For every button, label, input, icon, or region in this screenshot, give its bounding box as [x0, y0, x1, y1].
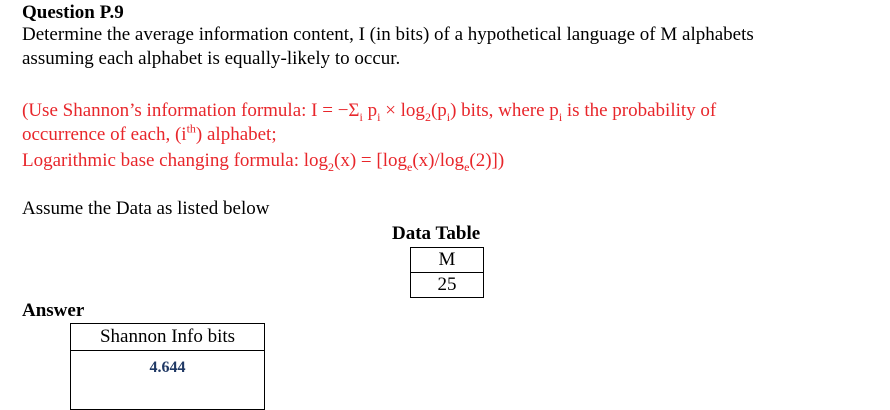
answer-label: Answer [22, 300, 85, 321]
hint-formula-line-2: occurrence of each, $(i^{th})$ alphabet; [22, 121, 277, 145]
answer-value-cell[interactable]: 4.644 [71, 351, 265, 410]
question-text-line-1: Determine the average information content, I (in bits) of a hypothetical language of M alphabets [22, 24, 754, 45]
hint-formula-line-3: Logarithmic base changing formula: $\log_2(x) = [\log_e(x)/\log_e(2)]$) [22, 150, 505, 174]
question-title: Question P.9 [22, 2, 124, 23]
question-text-line-2: assuming each alphabet is equally-likely to occur. [22, 48, 401, 69]
data-table-value-m: 25 [411, 273, 484, 298]
assume-data-text: Assume the Data as listed below [22, 198, 270, 219]
data-table [410, 247, 484, 298]
hint-formula-line-1: (Use Shannon’s information formula: $I = -\Sigma_i$ $p_i \times \log_2(p_i)$ bits, where $p_i$ is the probability of [22, 100, 717, 124]
data-table-title: Data Table [392, 223, 481, 244]
data-table-header-m: M [411, 248, 484, 273]
answer-header: Shannon Info bits [71, 324, 265, 351]
answer-table [70, 323, 265, 410]
